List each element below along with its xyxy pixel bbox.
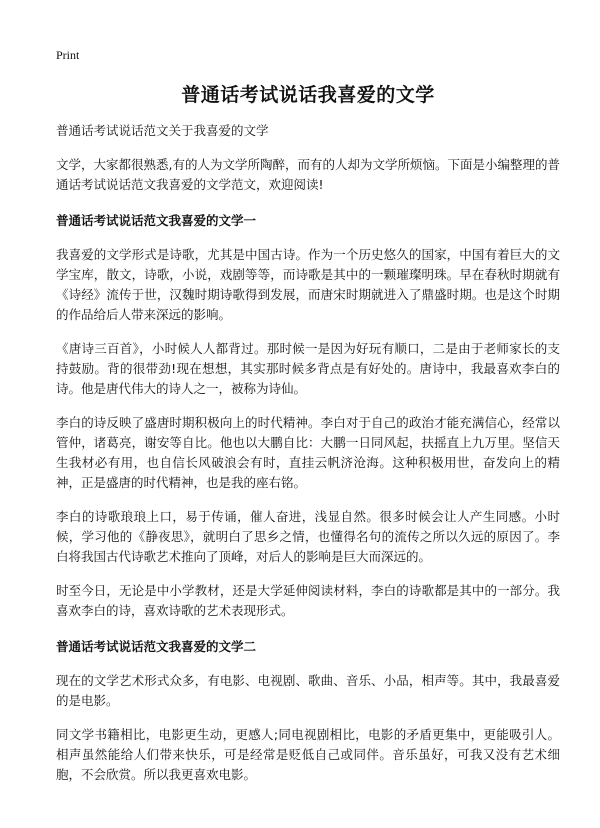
- paragraph: 时至今日，无论是中小学教材，还是大学延伸阅读材料，李白的诗歌都是其中的一部分。我喜欢李白的诗，喜欢诗歌的艺术表现形式。: [56, 583, 560, 618]
- paragraph: 李白的诗歌琅琅上口，易于传诵，催人奋进，浅显自然。很多时候会让人产生同感。小时候，学习他的《静夜思》，就明白了思乡之情，也懂得名句的流传之所以久远的原因了。李白将我国古代诗歌艺术推向了顶峰，对后人的影响是巨大而深远的。: [56, 509, 560, 564]
- intro-paragraph: 文学，大家都很熟悉,有的人为文学所陶醉，而有的人却为文学所烦恼。下面是小编整理的普通话考试说话范文我喜爱的文学范文，欢迎阅读!: [56, 157, 560, 192]
- document-title: 普通话考试说话我喜爱的文学: [181, 84, 435, 106]
- print-link[interactable]: Print: [56, 48, 80, 62]
- paragraph: 现在的文学艺术形式众多，有电影、电视剧、歌曲、音乐、小品，相声等。其中，我最喜爱的是电影。: [56, 673, 560, 708]
- paragraph: 同文学书籍相比，电影更生动，更感人;同电视剧相比，电影的矛盾更集中，更能吸引人。相声虽然能给人们带来快乐，可是经常是贬低自己或同伴。音乐虽好，可我又没有艺术细胞，不会欣赏。所以我更喜欢电影。: [56, 727, 560, 782]
- paragraph: 《唐诗三百首》，小时候人人都背过。那时候一是因为好玩有顺口，二是由于老师家长的支持鼓励。背的很带劲!现在想想，其实那时候多背点是有好处的。唐诗中，我最喜欢李白的诗。他是唐代伟大的诗人之一，被称为诗仙。: [56, 341, 560, 396]
- paragraph: 我喜爱的文学形式是诗歌，尤其是中国古诗。作为一个历史悠久的国家，中国有着巨大的文学宝库，散文，诗歌，小说，戏剧等等，而诗歌是其中的一颗璀璨明珠。早在春秋时期就有《诗经》流传于世，汉魏时期诗歌得到发展，而唐宋时期就进入了鼎盛时期。也是这个时期的作品给后人带来深远的影响。: [56, 247, 560, 322]
- section-heading-1: 普通话考试说话范文我喜爱的文学一: [56, 213, 257, 228]
- paragraph: 李白的诗反映了盛唐时期积极向上的时代精神。李白对于自己的政治才能充满信心，经常以管仲，诸葛亮，谢安等自比。他也以大鹏自比：大鹏一日同风起，扶摇直上九万里。坚信天生我材必有用，也自信长风破浪会有时，直挂云帆济沧海。这种积极用世，奋发向上的精神，正是盛唐的时代精神，也是我的座右铭。: [56, 415, 560, 490]
- section-heading-2: 普通话考试说话范文我喜爱的文学二: [56, 639, 257, 654]
- document-subtitle: 普通话考试说话范文关于我喜爱的文学: [56, 123, 269, 138]
